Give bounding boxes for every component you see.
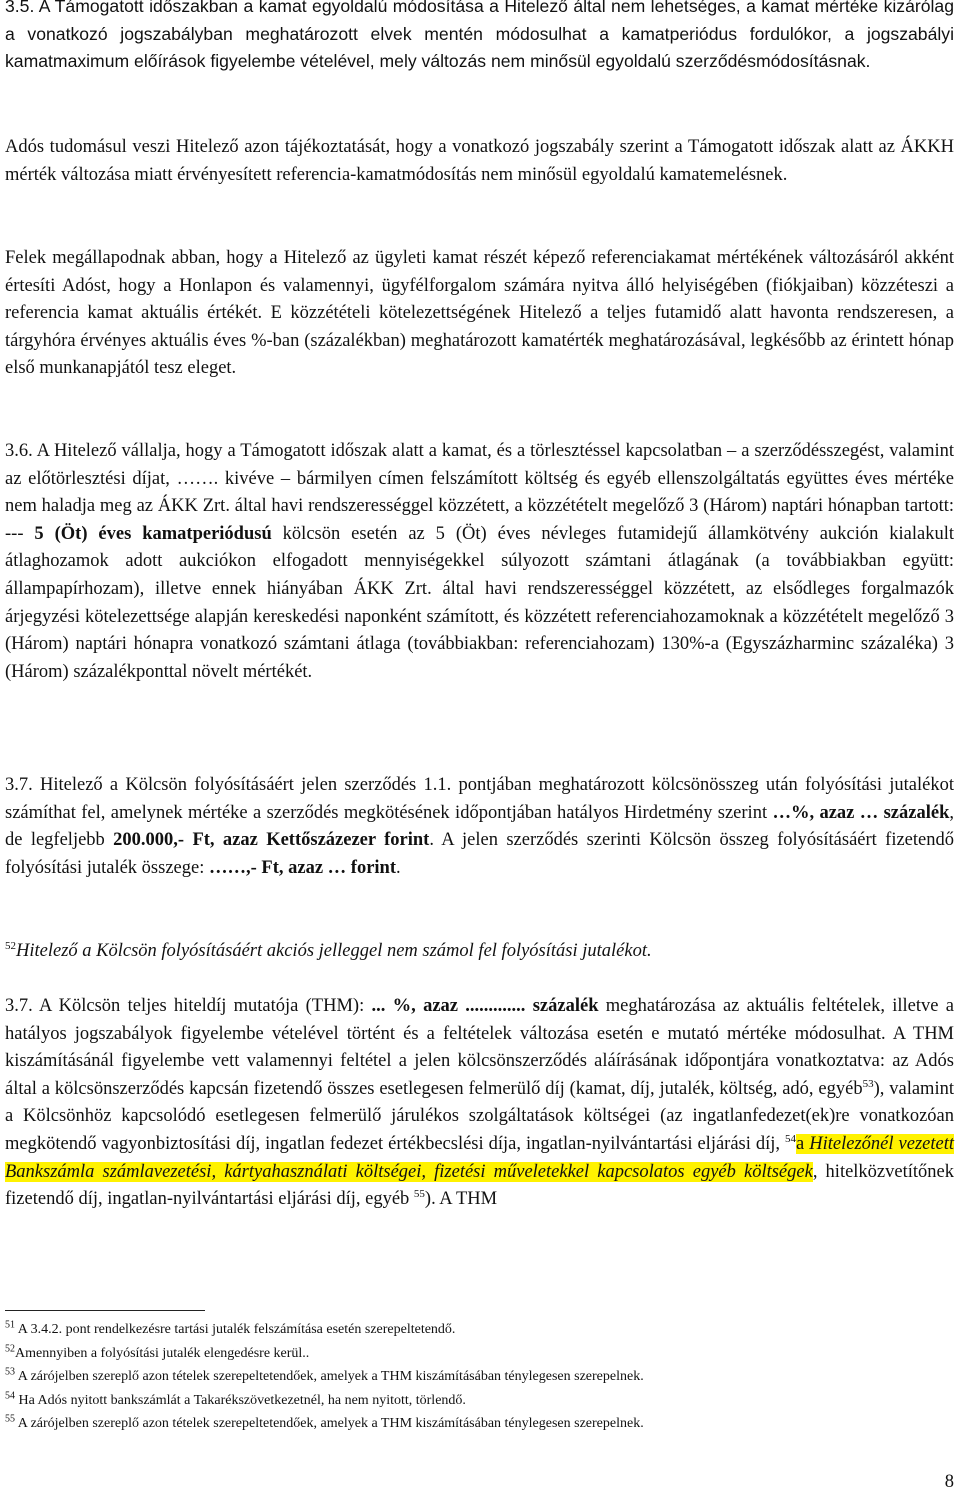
highlighted-text: a xyxy=(796,1133,810,1154)
footnote-51 xyxy=(5,1318,954,1342)
text-run: 3.7. Hitelező a Kölcsön folyósításáért jelen szerződés 1.1. pontjában meghatározott kölcsönösszeg után folyósítási jutalékot számíthat fel, amelynek mértéke a szerződés megkötésének időpontjában hatályos Hirdetmény szerint xyxy=(5,775,954,823)
footnote-number: 53 xyxy=(5,1366,15,1378)
text-run: ), valamint a Kölcsönhöz kapcsolódó esetlegesen felmerülő járulékos szolgáltatások költségei (az ingatlanfedezet(ek)re vonatkozóan megkötendő vagyonbiztosítási díj, ingatlan fedezet értékbecslési díja, ingatlan-nyilvántartási eljárási díj, xyxy=(5,1078,954,1154)
footnote-text: A zárójelben szereplő azon tételek szerepeltetendőek, amelyek a THM kiszámításában ténylegesen szerepelnek. xyxy=(15,1416,644,1431)
footnote-text: Amennyiben a folyósítási jutalék elengedésre kerül.. xyxy=(15,1345,310,1361)
footnote-number: 51 xyxy=(5,1319,15,1331)
page-number: 8 xyxy=(944,1472,954,1492)
text-run: 3.6. A Hitelező vállalja, hogy a Támogatott időszak alatt a kamat, és a törlesztéssel kapcsolatban – a szerződésszegést, valamint az előtörlesztési díjat, ……. kivéve – bármilyen címen felszámított költség és egyéb ellenszolgáltatás együttes éves mértéke nem haladja meg az ÁKK Zrt. által havi rendszerességgel közzétett, a közzétételt megelőző 3 (Három) naptári hónapban tartott: --- xyxy=(5,441,954,544)
footnote-ref: 53 xyxy=(862,1077,874,1090)
text-run: 3.7. A Kölcsön teljes hiteldíj mutatója (THM): xyxy=(5,996,372,1016)
footnote-text: A zárójelben szereplő azon tételek szerepeltetendőek, amelyek a THM kiszámításában ténylegesen szerepelnek. xyxy=(15,1369,644,1384)
highlighted-italic-text: Hitelezőnél vezetett Bankszámla számlavezetési, kártyahasználati költségei, fizetési műveletekkel kapcsolatos egyéb költségek xyxy=(5,1133,954,1182)
footnotes xyxy=(5,1318,954,1436)
text-run: , hitelközvetítőnek fizetendő díj, ingatlan-nyilvántartási eljárási díj, egyéb xyxy=(5,1161,954,1210)
footnote-text: A 3.4.2. pont rendelkezésre tartási jutalék felszámítása esetén szerepeltetendő. xyxy=(15,1322,456,1337)
bold-text: ... %, azaz ............. százalék xyxy=(371,996,599,1016)
footnote-53 xyxy=(5,1365,954,1389)
bold-text: 5 (Öt) éves kamatperiódusú xyxy=(34,523,272,544)
italic-text: Hitelező a Kölcsön folyósításáért akciós jelleggel nem számol fel folyósítási jutalékot. xyxy=(16,941,652,961)
text-run: meghatározása az aktuális feltételek, illetve a hatályos jogszabályok figyelembe vételével történt és a feltételek változása esetén e mutató mértéke módosulhat. A THM kiszámításánál figyelembe vett valamennyi feltétel a jelen kölcsönszerződés aláírásának időpontjára vonatkoztatva: az Adós által a kölcsönszerződés kapcsán fizetendő összes esetlegesen felmerülő díj (kamat, díj, jutalék, költség, adó, egyéb xyxy=(5,996,954,1099)
paragraph-felek: Felek megállapodnak abban, hogy a Hitelező az ügyleti kamat részét képező referenciakamat mértékének változásáról akként értesíti Adóst, hogy a Honlapon és valamennyi, ügyfélforgalom számára nyitva álló helyiségében (fiókjaiban) közzéteszi a referencia kamat aktuális értékét. E közzétételi kötelezettségének Hitelező a teljes futamidő alatt havonta rendszeresen, a tárgyhóra érvényes aktuális éves %-ban (százalékban) meghatározott kamatérték meghatározásával, legkésőbb az érintett hónap első munkanapjától tesz eleget. xyxy=(5,248,954,379)
footnote-52 xyxy=(5,1342,954,1366)
footnote-ref: 52 xyxy=(5,939,16,952)
paragraph-3-7-jutalek xyxy=(5,772,954,882)
text-run: kölcsön esetén az 5 (Öt) éves névleges futamidejű államkötvény aukción kialakult átlaghozamok adott aukciókon elfogadott mennyiségekkel súlyozott számtani átlagának (a továbbiakban együtt: állampapírhozam), illetve ennek hiányában ÁKK Zrt. által havi rendszerességgel közzétett, az elsődleges forgalmazók árjegyzési kötelezettsége alapján kereskedési naponként számított, és közzétett referenciahozamoknak a közzétételt megelőző 3 (Három) naptári hónapra vonatkozó számtani átlaga (továbbiakban: referenciahozam) 130%-a (Egyszázharminc százaléka) 3 (Három) százalékponttal növelt mértékét. xyxy=(5,523,954,682)
footnote-number: 52 xyxy=(5,1342,15,1354)
footnote-number: 55 xyxy=(5,1413,15,1425)
paragraph-ados-tudomasul: Adós tudomásul veszi Hitelező azon tájékoztatását, hogy a vonatkozó jogszabály szerint a Támogatott időszak alatt az ÁKKH mérték változása miatt érvényesített referencia-kamatmódosítás nem minősül egyoldalú kamatemelésnek. xyxy=(5,137,954,185)
paragraph-3-7-thm xyxy=(5,993,954,1214)
footnote-text: Ha Adós nyitott bankszámlát a Takarékszövetkezetnél, ha nem nyitott, törlendő. xyxy=(15,1392,466,1408)
text-run: . A jelen szerződés szerinti Kölcsön összeg folyósításáért fizetendő folyósítási jutalék összege: xyxy=(5,830,954,878)
paragraph-3-5: 3.5. A Támogatott időszakban a kamat egyoldalú módosítása a Hitelező által nem lehetséges, a kamat mértéke kizárólag a vonatkozó jogszabályban meghatározott elvek mentén módosulhat a kamatperiódus fordulókor, a jogszabályi kamatmaximum előírások figyelembe vételével, mely változás nem minősül egyoldalú szerződésmódosításnak. xyxy=(5,0,954,72)
footnote-55 xyxy=(5,1412,954,1436)
footnote-number: 54 xyxy=(5,1389,15,1401)
footnote-54 xyxy=(5,1389,954,1413)
text-run: ). A THM xyxy=(424,1189,498,1210)
text-run: , de legfeljebb xyxy=(5,802,954,851)
bold-text: 200.000,- Ft, azaz Kettőszázezer forint xyxy=(113,830,430,851)
bold-text: …%, azaz … százalék xyxy=(772,802,950,823)
footnote-ref: 54 xyxy=(785,1132,797,1145)
bold-text: ……,- Ft, azaz … forint xyxy=(208,857,396,878)
text-run: . xyxy=(396,857,401,878)
footnote-ref: 55 xyxy=(413,1188,425,1200)
footnote-separator xyxy=(5,1310,205,1311)
paragraph-3-6 xyxy=(5,438,954,686)
paragraph-footnote-52-inline xyxy=(5,938,954,966)
